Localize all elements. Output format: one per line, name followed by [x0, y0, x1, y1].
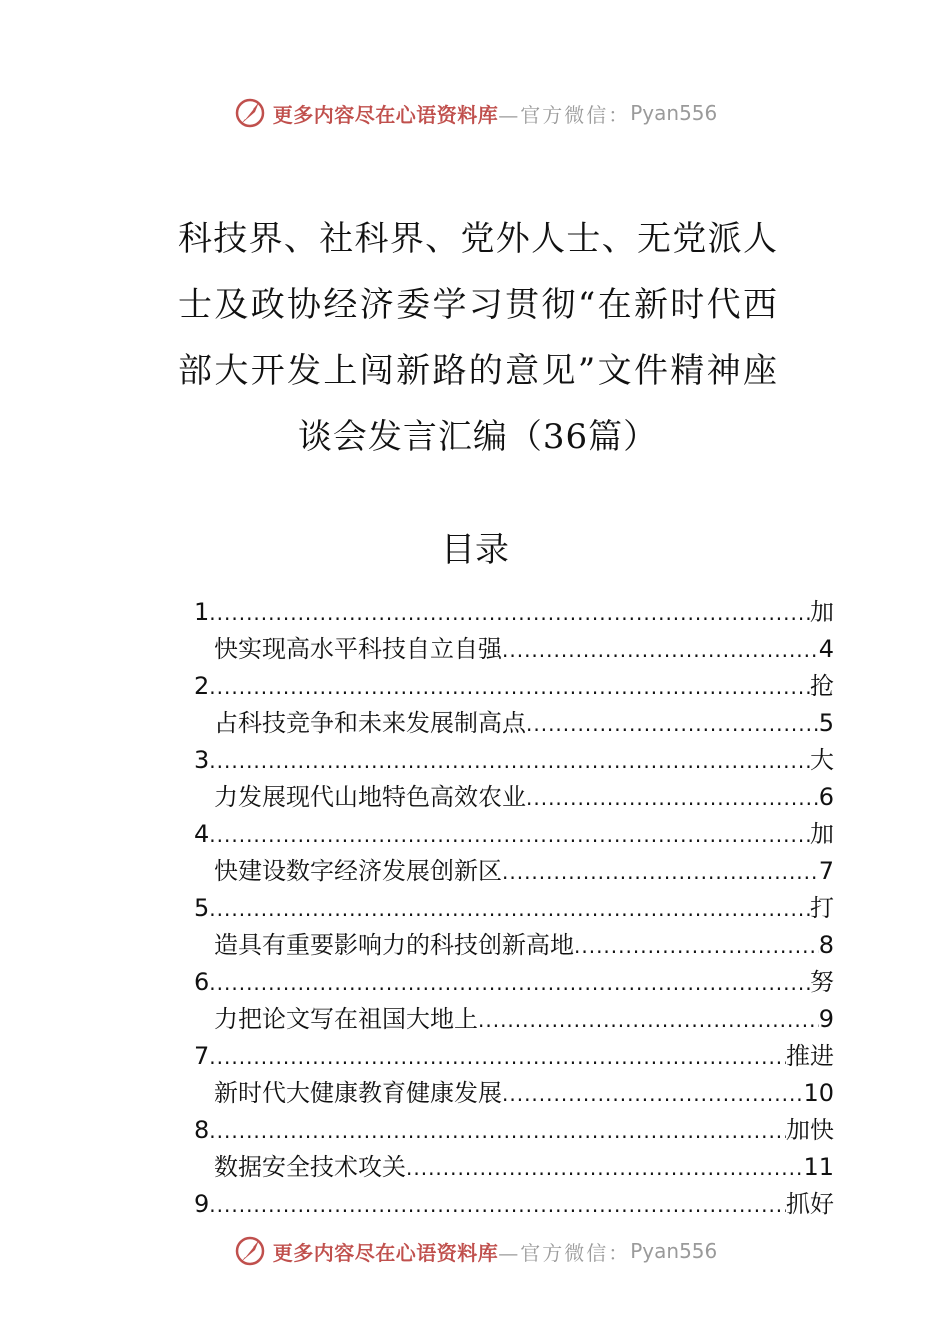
toc-entry[interactable] [194, 1036, 834, 1073]
toc-leader-dots [209, 823, 810, 847]
watermark-brand: 更多内容尽在心语资料库 [272, 1240, 499, 1265]
watermark-wechat-id: Pyan556 [630, 101, 718, 125]
toc-entry-title-rest: 占科技竞争和未来发展制高点 [214, 709, 526, 737]
toc-entry-continuation[interactable] [194, 703, 834, 740]
toc-leader-dots [209, 1119, 786, 1143]
toc-entry-title-start: 加快 [786, 1116, 834, 1144]
toc-entry[interactable] [194, 962, 834, 999]
toc-entry-title-rest: 新时代大健康教育健康发展 [214, 1079, 502, 1107]
toc-entry-title-start: 打 [810, 894, 834, 922]
toc-entry-page: 9 [818, 1005, 834, 1033]
toc-entry[interactable] [194, 592, 834, 629]
toc-entry-page: 10 [803, 1079, 834, 1107]
quill-pen-icon [233, 1234, 267, 1268]
toc-entry-page: 8 [818, 931, 834, 959]
toc-entry-page: 7 [818, 857, 834, 885]
toc-entry-title-rest: 快建设数字经济发展创新区 [214, 857, 502, 885]
toc-leader-dots [209, 675, 810, 699]
toc-entry-continuation[interactable] [194, 999, 834, 1036]
toc-entry-number: 7 [194, 1042, 210, 1070]
toc-leader-dots [209, 749, 810, 773]
toc-entry[interactable] [194, 888, 834, 925]
toc-heading: 目录 [441, 530, 509, 570]
toc-leader-dots [209, 1045, 786, 1069]
toc-entry-page: 6 [818, 783, 834, 811]
toc-entry-number: 5 [194, 894, 210, 922]
toc-entry-number: 6 [194, 968, 210, 996]
watermark-footer [0, 1234, 950, 1268]
toc-leader-dots [502, 860, 819, 884]
watermark-label: —官方微信： [498, 102, 631, 127]
toc-entry-title-start: 抓好 [786, 1190, 834, 1218]
quill-pen-icon [233, 96, 267, 130]
toc-entry-title-rest: 力发展现代山地特色高效农业 [214, 783, 526, 811]
toc-entry-number: 1 [194, 598, 210, 626]
toc-entry-continuation[interactable] [194, 925, 834, 962]
toc-entry-number: 8 [194, 1116, 210, 1144]
toc-leader-dots [209, 971, 810, 995]
toc-leader-dots [502, 1082, 803, 1106]
toc-leader-dots [209, 601, 810, 625]
toc-leader-dots [478, 1008, 819, 1032]
toc-entry-title-start: 大 [810, 746, 834, 774]
toc-entry-continuation[interactable] [194, 1147, 834, 1184]
toc-entry-number: 3 [194, 746, 210, 774]
toc-leader-dots [406, 1156, 803, 1180]
toc-leader-dots [526, 786, 819, 810]
toc-entry-title-start: 推进 [786, 1042, 834, 1070]
watermark-label: —官方微信： [498, 1240, 631, 1265]
watermark-wechat-id: Pyan556 [630, 1239, 718, 1263]
toc-entry[interactable] [194, 1110, 834, 1147]
toc-entry-continuation[interactable] [194, 777, 834, 814]
toc-entry-page: 4 [818, 635, 834, 663]
toc-entry-number: 4 [194, 820, 210, 848]
toc-leader-dots [209, 897, 810, 921]
toc-entry-continuation[interactable] [194, 851, 834, 888]
toc-entry-title-rest: 造具有重要影响力的科技创新高地 [214, 931, 574, 959]
document-title: 科技界、社科界、党外人士、无党派人士及政协经济委学习贯彻“在新时代西部大开发上闯新路的意见”文件精神座谈会发言汇编（36篇） [178, 219, 778, 457]
toc-entry-page: 5 [818, 709, 834, 737]
toc-entry-title-rest: 力把论文写在祖国大地上 [214, 1005, 478, 1033]
toc-entry-continuation[interactable] [194, 1073, 834, 1110]
toc-entry[interactable] [194, 1184, 834, 1221]
toc-leader-dots [526, 712, 819, 736]
toc-entry-title-rest: 快实现高水平科技自立自强 [214, 635, 502, 663]
toc-entry-title-start: 抢 [810, 672, 834, 700]
toc-entry-number: 9 [194, 1190, 210, 1218]
toc-entry-continuation[interactable] [194, 629, 834, 666]
watermark-brand: 更多内容尽在心语资料库 [272, 102, 499, 127]
toc-entry-number: 2 [194, 672, 210, 700]
toc-entry-page: 11 [803, 1153, 834, 1181]
toc-leader-dots [209, 1193, 786, 1217]
table-of-contents [194, 592, 834, 1221]
toc-entry-title-rest: 数据安全技术攻关 [214, 1153, 406, 1181]
toc-entry[interactable] [194, 666, 834, 703]
toc-entry-title-start: 加 [810, 598, 834, 626]
toc-entry[interactable] [194, 740, 834, 777]
toc-entry-title-start: 努 [810, 968, 834, 996]
toc-entry[interactable] [194, 814, 834, 851]
toc-leader-dots [502, 638, 819, 662]
toc-leader-dots [574, 934, 819, 958]
watermark-header [0, 96, 950, 130]
toc-entry-title-start: 加 [810, 820, 834, 848]
